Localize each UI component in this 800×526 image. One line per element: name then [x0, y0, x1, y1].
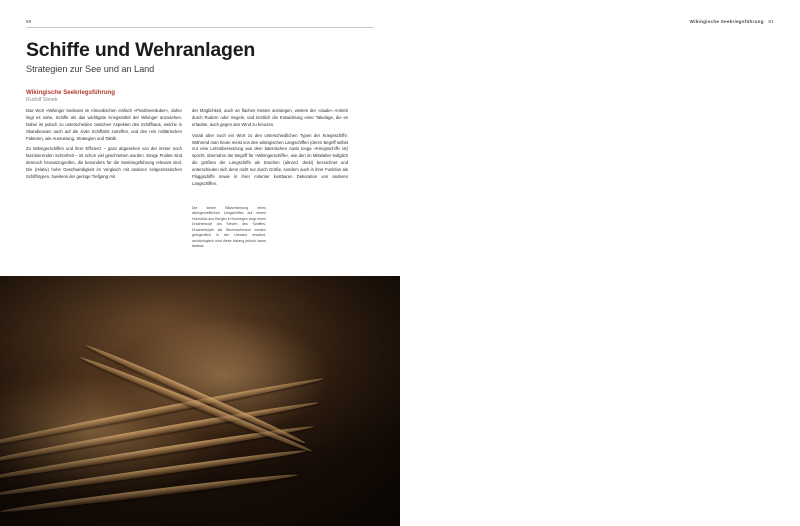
- left-running-head: [26, 19, 32, 24]
- paragraph: der Möglichkeit, auch an flachen Küsten anzulegen, weiters der »duale« Antrieb durch Rudern oder Segeln, und letztlich die Entwicklung einer Takelage, die es erlaubte, auch gegen den Wind zu kreuzen.: [192, 108, 348, 127]
- left-column-1: [26, 108, 182, 185]
- left-column-2: [192, 108, 348, 192]
- paragraph: Vorab aber noch ein Wort zu den unterschiedlichen Typen der Kriegsschiffe: Während man heute meist von den wikingischen Langschiffen (deren Begriff selbst nur eine Lehnübersetzung aus dem lateinischen navis longa »Kriegsschiff« ist) spricht, übernahm der Begriff für »Wikingerschiffe«, wie den im Mittelalter lediglich die größten der Langschiffe als Drachen (altnord. dreki) bezeichnet und unterschieden sich denn nicht nur durch Größe, sondern auch in ihrer Funktion als Flaggschiffe sowie in ihrer mitunter kostbaren Dekoration von anderen Langschiffen.: [192, 132, 348, 186]
- left-head-rule: [26, 27, 374, 28]
- viking-ship-prow-photo: [0, 276, 400, 526]
- author-byline: Rudolf Simek: [26, 97, 58, 103]
- right-running-head: [444, 19, 774, 24]
- section-heading: Wikingische Seekriegsführung: [26, 89, 116, 96]
- paragraph: Zu Wikingerschiffen und ihrer Effizienz – ganz abgesehen von der immer noch faszinierenden Schönheit – ist schon viel geschrieben worden. Einige Punkte sind dennoch herauszugreifen, die besonders für die Seekriegsführung relevant sind: Die (relativ) hohe Geschwindigkeit im Vergleich mit anderen zeitgenössischen Schiffstypen, zweitens der geringe Tiefgang mit: [26, 146, 182, 179]
- right-page: [400, 0, 800, 526]
- figure-caption: Die kleine Blitzzeichnung eines wikingerzeitlichen Langschiffes auf einem Holzstück aus Bergen in Norwegen zeigt einen Drachenkopf am Steven des Schiffes. Drachenköpfe als Stevenschmuck werden gelegentlich in der Literatur erwähnt, archäologisch sind diese bislang jedoch kaum fassbar.: [192, 206, 266, 249]
- right-folio: 91: [768, 19, 774, 24]
- page-subtitle: Strategien zur See und an Land: [26, 64, 155, 74]
- right-running-head-label: Wikingische Seekriegsführung: [689, 19, 764, 24]
- page-title: Schiffe und Wehranlagen: [26, 39, 256, 61]
- paragraph: Das Wort »Wikinger bedeutet im Altnordischen einfach »Pirat/Seeräuber«, daher liegt es nahe, Schiffe als das wichtigste Kriegsmittel der Wikinger anzusehen. Dabei ist jedoch zu unterscheiden zwischen Aspekten des Schiffbaus, welche in Skandinavien auch auf die zivile Schiffahrt zutreffen, und den rein militärischen Faktoren, wie Ausrüstung, Strategien und Taktik.: [26, 108, 182, 141]
- photo-vignette: [0, 276, 400, 526]
- left-folio: 90: [26, 19, 32, 24]
